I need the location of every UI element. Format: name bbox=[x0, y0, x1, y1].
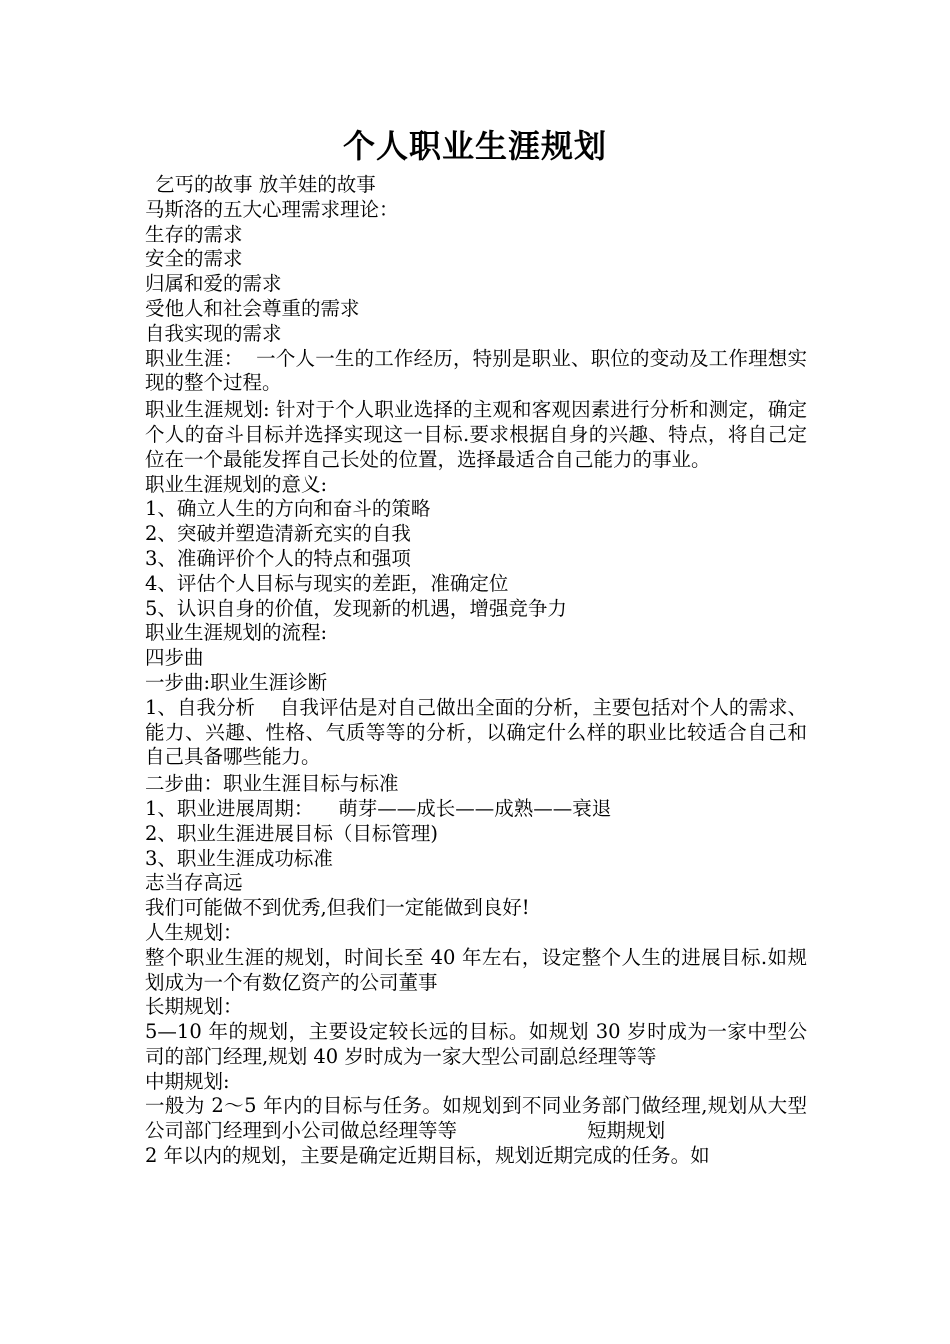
paragraph-career-planning-definition: 职业生涯规划: 针对于个人职业选择的主观和客观因素进行分析和测定，确定个人的奋斗目标并选择实现这一目标.要求根据自身的兴趣、特点，将自己定位在一个最能发挥自己长处的位置，选择最适合自己能力的事业。 bbox=[145, 398, 807, 471]
paragraph-significance-heading: 职业生涯规划的意义: bbox=[145, 472, 328, 496]
paragraph-life-plan: 整个职业生涯的规划，时间长至 40 年左右，设定整个人生的进展目标.如规划成为一个有数亿资产的公司董事 bbox=[145, 945, 807, 994]
list-item-significance-2: 2、突破并塑造清新充实的自我 bbox=[145, 522, 411, 546]
paragraph-good-not-excellent: 我们可能做不到优秀,但我们一定能做到良好! bbox=[145, 896, 530, 920]
paragraph-mid-term-plan: 一般为 2～5 年内的目标与任务。如规划到不同业务部门做经理,规划从大型公司部门经理到小公司做总经理等等 短期规划 bbox=[145, 1094, 807, 1143]
paragraph-short-term-plan: 2 年以内的规划，主要是确定近期目标，规划近期完成的任务。如 bbox=[145, 1144, 710, 1168]
list-item-significance-4: 4、评估个人目标与现实的差距，准确定位 bbox=[145, 571, 509, 595]
paragraph-career-definition: 职业生涯： 一个人一生的工作经历，特别是职业、职位的变动及工作理想实现的整个过程。 bbox=[145, 346, 807, 395]
list-item-significance-3: 3、准确评价个人的特点和强项 bbox=[145, 546, 411, 570]
paragraph-process-heading: 职业生涯规划的流程: bbox=[145, 621, 328, 645]
document-title: 个人职业生涯规划 bbox=[342, 127, 607, 165]
paragraph-step-two-heading: 二步曲：职业生涯目标与标准 bbox=[145, 772, 399, 796]
paragraph-need-safety: 安全的需求 bbox=[145, 247, 243, 271]
paragraph-long-term-plan: 5—10 年的规划，主要设定较长远的目标。如规划 30 岁时成为一家中型公司的部门经理,规划 40 岁时成为一家大型公司副总经理等等 bbox=[145, 1020, 807, 1068]
paragraph-step-one-heading: 一步曲:职业生涯诊断 bbox=[145, 670, 328, 694]
paragraph-long-term-heading: 长期规划： bbox=[145, 995, 243, 1019]
document-body bbox=[145, 173, 807, 1169]
list-item-goal-2: 2、职业生涯进展目标（目标管理) bbox=[145, 821, 439, 845]
paragraph-stories: 乞丐的故事 放羊娃的故事 bbox=[155, 173, 376, 196]
list-item-significance-5: 5、认识自身的价值，发现新的机遇，增强竞争力 bbox=[145, 596, 567, 620]
paragraph-four-steps: 四步曲 bbox=[145, 646, 204, 670]
paragraph-life-plan-heading: 人生规划： bbox=[145, 920, 243, 944]
paragraph-need-esteem: 受他人和社会尊重的需求 bbox=[145, 296, 360, 320]
list-item-significance-1: 1、确立人生的方向和奋斗的策略 bbox=[145, 497, 431, 521]
paragraph-maslow-heading: 马斯洛的五大心理需求理论： bbox=[145, 197, 399, 221]
list-item-goal-1: 1、职业进展周期： 萌芽——成长——成熟——衰退 bbox=[145, 796, 612, 820]
paragraph-self-analysis: 1、自我分析 自我评估是对自己做出全面的分析，主要包括对个人的需求、能力、兴趣、性格、气质等等的分析，以确定什么样的职业比较适合自己和自己具备哪些能力。 bbox=[145, 695, 807, 769]
paragraph-need-belonging: 归属和爱的需求 bbox=[145, 272, 282, 296]
paragraph-need-survival: 生存的需求 bbox=[145, 222, 243, 246]
paragraph-motto: 志当存高远 bbox=[145, 871, 243, 895]
paragraph-need-self-actualization: 自我实现的需求 bbox=[145, 321, 282, 345]
list-item-goal-3: 3、职业生涯成功标准 bbox=[145, 846, 333, 870]
paragraph-mid-term-heading: 中期规划: bbox=[145, 1069, 230, 1093]
